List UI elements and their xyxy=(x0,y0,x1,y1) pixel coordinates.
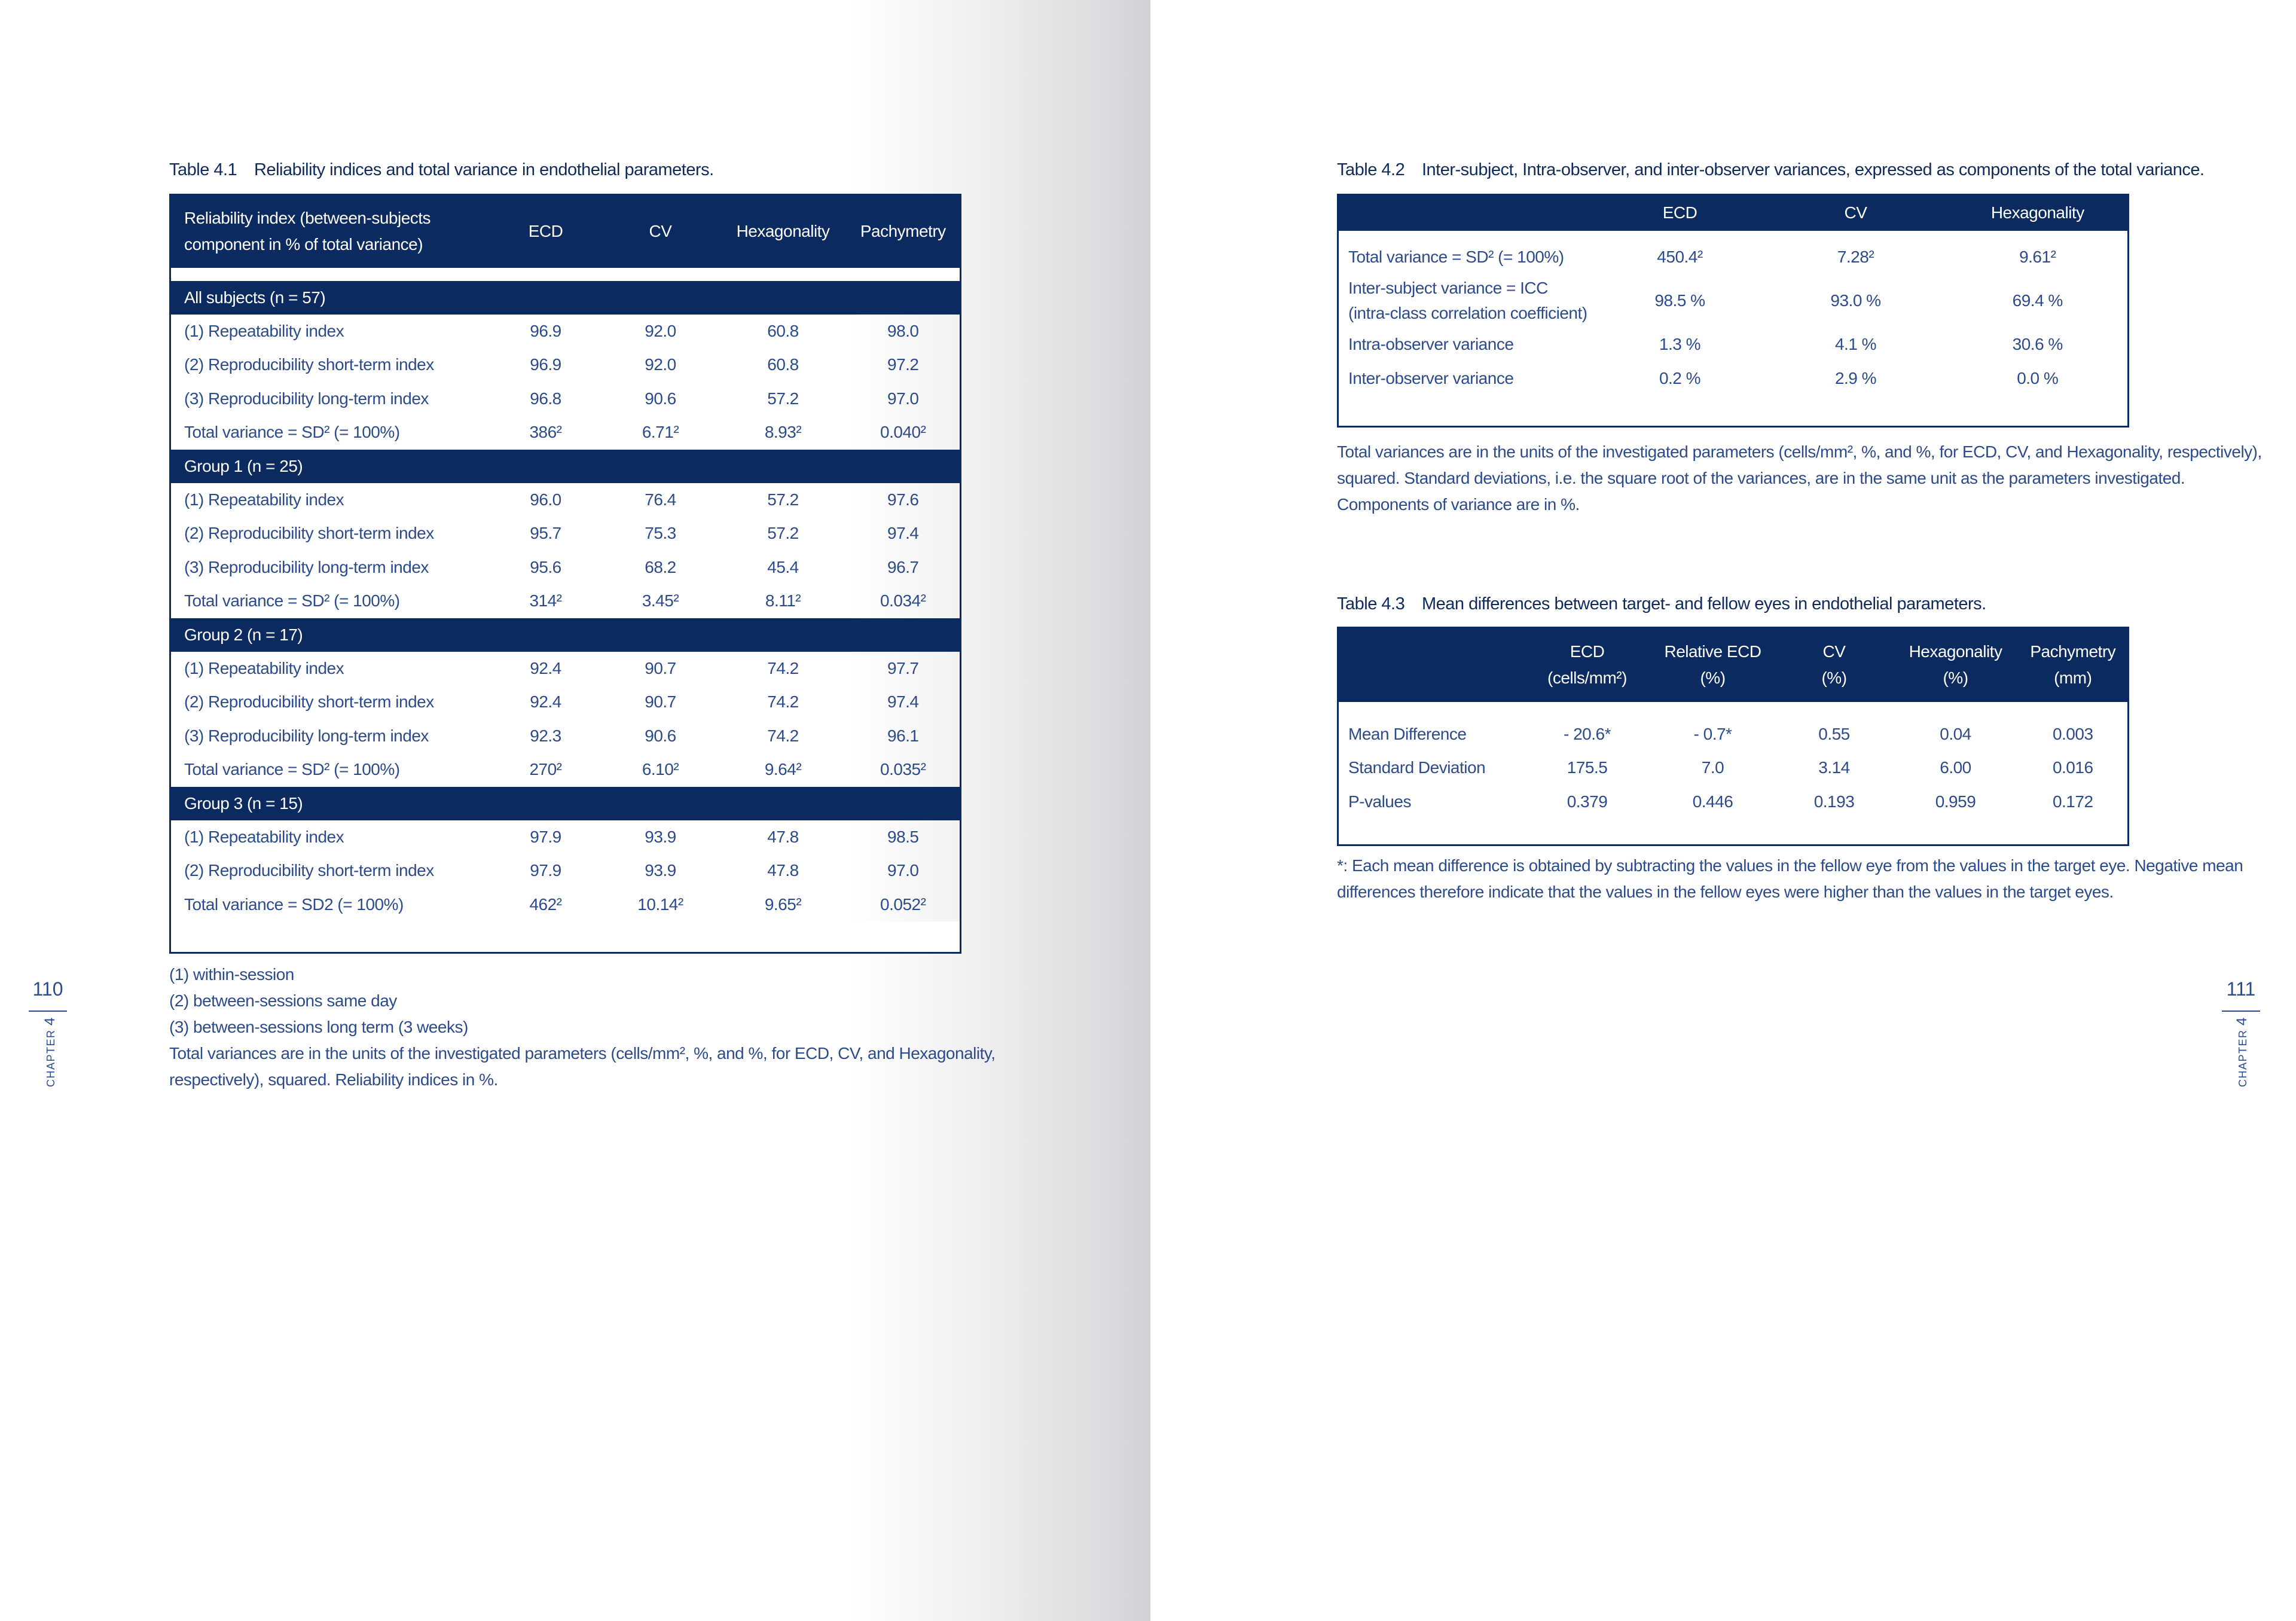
spacer-row xyxy=(1338,395,2129,426)
table-4-2-caption xyxy=(1337,160,2205,180)
cell-pachymetry: 97.4 xyxy=(887,524,919,543)
column-header-line1: Hexagonality xyxy=(1909,642,2002,661)
chapter-word: CHAPTER xyxy=(2237,1029,2249,1087)
table-row xyxy=(170,854,961,888)
table-4-3-header xyxy=(1338,628,2129,702)
cell-pachymetry: 97.0 xyxy=(887,389,919,408)
table-row xyxy=(170,652,961,686)
cell-ecd: 97.9 xyxy=(530,861,561,880)
cell-cv: 90.7 xyxy=(645,692,676,712)
page-number-rule-right xyxy=(2222,1011,2260,1012)
cell-cv: 7.28² xyxy=(1837,247,1874,266)
column-header-line1: CV xyxy=(1822,642,1846,661)
cell-cv: 90.6 xyxy=(645,389,676,408)
note-line: *: Each mean difference is obtained by subtracting the values in the fellow eye from the values in the target eye. Negative mean xyxy=(1337,856,2243,875)
spacer-row xyxy=(1338,231,2129,240)
table-row xyxy=(1338,362,2129,396)
table-4-1 xyxy=(169,194,961,954)
cell-hexagonality: 74.2 xyxy=(767,658,799,677)
cell-ecd: 386² xyxy=(529,423,562,442)
table-4-1-number: Table 4.1 xyxy=(169,160,237,179)
cell-hexagonality: 0.04 xyxy=(1940,724,1971,743)
cell-cv: 3.14 xyxy=(1818,758,1850,777)
cell-ecd: 92.4 xyxy=(530,692,561,712)
table-4-1-header xyxy=(170,195,961,268)
footnote-line: respectively), squared. Reliability indices in %. xyxy=(169,1070,498,1089)
cell-pachymetry: 0.040² xyxy=(880,423,926,442)
cell-ecd: 175.5 xyxy=(1567,758,1608,777)
cell-relative-ecd: - 0.7* xyxy=(1693,724,1732,743)
note-line: Total variances are in the units of the investigated parameters (cells/mm², %, and %, for ECD, CV, and Hexagonality, respectively), xyxy=(1337,442,2262,461)
cell-cv: 93.9 xyxy=(645,827,676,846)
cell-hexagonality: 8.93² xyxy=(764,423,802,442)
cell-pachymetry: 97.2 xyxy=(887,355,919,374)
cell-ecd: 0.379 xyxy=(1567,792,1608,811)
column-header-line2: (%) xyxy=(1700,668,1726,688)
row-label: (1) Repeatability index xyxy=(184,827,344,846)
cell-ecd: 0.2 % xyxy=(1659,368,1701,387)
cell-ecd: 95.7 xyxy=(530,524,561,543)
row-label: (2) Reproducibility short-term index xyxy=(184,861,434,880)
table-4-1-header-label xyxy=(170,195,490,268)
column-header-pachymetry: Pachymetry xyxy=(847,195,961,268)
cell-ecd: 95.6 xyxy=(530,557,561,576)
note-line: squared. Standard deviations, i.e. the square root of the variances, are in the same unit as the parameters investigated. xyxy=(1337,469,2185,487)
cell-ecd: 462² xyxy=(529,895,562,914)
cell-hexagonality: 74.2 xyxy=(767,692,799,712)
table-4-1-title: Reliability indices and total variance in endothelial parameters. xyxy=(254,160,714,179)
page-number-rule-left xyxy=(29,1011,67,1012)
row-label: Mean Difference xyxy=(1348,724,1467,743)
row-label: Total variance = SD2 (= 100%) xyxy=(184,895,404,914)
table-4-2 xyxy=(1337,194,2129,428)
spacer-row xyxy=(170,268,961,281)
column-header-cv: CV xyxy=(1764,195,1948,231)
table-4-2-notes xyxy=(1337,439,2262,518)
cell-pachymetry: 96.7 xyxy=(887,557,919,576)
row-label xyxy=(1338,274,1596,328)
group-label: All subjects (n = 57) xyxy=(170,281,961,315)
table-row xyxy=(170,888,961,922)
row-label: Intra-observer variance xyxy=(1348,335,1514,354)
group-label: Group 1 (n = 25) xyxy=(170,450,961,483)
table-row xyxy=(170,315,961,349)
footnote-line: (2) between-sessions same day xyxy=(169,991,397,1010)
right-page xyxy=(1150,0,2296,1621)
table-row xyxy=(170,753,961,787)
cell-cv: 0.55 xyxy=(1818,724,1850,743)
table-4-2-header-blank xyxy=(1338,195,1596,231)
cell-pachymetry: 97.7 xyxy=(887,658,919,677)
group-label: Group 2 (n = 17) xyxy=(170,618,961,652)
table-4-3-number: Table 4.3 xyxy=(1337,594,1405,613)
cell-cv: 68.2 xyxy=(645,557,676,576)
cell-cv: 3.45² xyxy=(642,591,679,610)
table-row xyxy=(170,517,961,551)
header-label-line2: component in % of total variance) xyxy=(184,235,423,254)
column-header-line1: Relative ECD xyxy=(1664,642,1761,661)
column-header-hexagonality xyxy=(1893,628,2019,702)
cell-relative-ecd: 0.446 xyxy=(1692,792,1733,811)
footnote-line: Total variances are in the units of the investigated parameters (cells/mm², %, and %, for ECD, CV, and Hexagonality, xyxy=(169,1044,996,1063)
cell-ecd: - 20.6* xyxy=(1564,724,1611,743)
column-header-ecd: ECD xyxy=(490,195,602,268)
footnote-line: (1) within-session xyxy=(169,965,294,984)
cell-cv: 93.0 % xyxy=(1830,291,1881,310)
row-label: Total variance = SD² (= 100%) xyxy=(184,760,400,779)
spacer-row xyxy=(170,921,961,953)
cell-cv: 6.10² xyxy=(642,760,679,779)
column-header-ecd xyxy=(1525,628,1650,702)
cell-hexagonality: 0.959 xyxy=(1935,792,1976,811)
table-4-3-header-blank xyxy=(1338,628,1525,702)
cell-ecd: 314² xyxy=(529,591,562,610)
cell-hexagonality: 45.4 xyxy=(767,557,799,576)
cell-ecd: 270² xyxy=(529,760,562,779)
cell-ecd: 96.0 xyxy=(530,490,561,509)
cell-hexagonality: 0.0 % xyxy=(2017,368,2059,387)
cell-hexagonality: 69.4 % xyxy=(2012,291,2063,310)
cell-cv: 0.193 xyxy=(1813,792,1855,811)
spacer-row xyxy=(1338,702,2129,718)
table-4-3-title: Mean differences between target- and fellow eyes in endothelial parameters. xyxy=(1422,594,1986,613)
table-4-3-caption xyxy=(1337,594,1986,614)
chapter-word: CHAPTER xyxy=(45,1029,57,1087)
column-header-ecd: ECD xyxy=(1596,195,1764,231)
table-4-2-title: Inter-subject, Intra-observer, and inter-observer variances, expressed as components of the total variance. xyxy=(1422,160,2205,179)
cell-pachymetry: 0.016 xyxy=(2052,758,2093,777)
cell-pachymetry: 0.034² xyxy=(880,591,926,610)
table-row xyxy=(1338,274,2129,328)
cell-relative-ecd: 7.0 xyxy=(1701,758,1724,777)
cell-ecd: 97.9 xyxy=(530,827,561,846)
column-header-relative-ecd xyxy=(1650,628,1776,702)
table-row xyxy=(1338,718,2129,752)
cell-cv: 90.6 xyxy=(645,726,676,745)
footnote-line: (3) between-sessions long term (3 weeks) xyxy=(169,1018,468,1036)
column-header-line2: (mm) xyxy=(2054,668,2092,688)
row-label: (2) Reproducibility short-term index xyxy=(184,355,434,374)
cell-pachymetry: 0.052² xyxy=(880,895,926,914)
table-row xyxy=(1338,328,2129,362)
row-label: Standard Deviation xyxy=(1348,758,1486,777)
row-label: Inter-observer variance xyxy=(1348,368,1514,387)
cell-hexagonality: 60.8 xyxy=(767,355,799,374)
row-label: P-values xyxy=(1348,792,1411,811)
table-row xyxy=(170,483,961,517)
table-row xyxy=(170,584,961,618)
column-header-hexagonality: Hexagonality xyxy=(1948,195,2129,231)
column-header-cv xyxy=(1776,628,1893,702)
cell-cv: 92.0 xyxy=(645,321,676,340)
cell-hexagonality: 47.8 xyxy=(767,827,799,846)
group-header-group-1 xyxy=(170,450,961,483)
column-header-cv: CV xyxy=(602,195,720,268)
table-row xyxy=(170,820,961,854)
table-4-3-notes xyxy=(1337,853,2243,905)
cell-ecd: 1.3 % xyxy=(1659,335,1701,354)
table-4-2-header xyxy=(1338,195,2129,231)
cell-cv: 75.3 xyxy=(645,524,676,543)
cell-pachymetry: 97.4 xyxy=(887,692,919,712)
cell-pachymetry: 98.0 xyxy=(887,321,919,340)
cell-hexagonality: 8.11² xyxy=(765,591,801,610)
row-label: (3) Reproducibility long-term index xyxy=(184,557,429,576)
cell-pachymetry: 0.172 xyxy=(2052,792,2093,811)
row-label: (1) Repeatability index xyxy=(184,321,344,340)
row-label: (1) Repeatability index xyxy=(184,490,344,509)
page-number-left: 110 xyxy=(32,978,63,1000)
table-4-3 xyxy=(1337,627,2129,846)
cell-hexagonality: 74.2 xyxy=(767,726,799,745)
group-label: Group 3 (n = 15) xyxy=(170,787,961,820)
cell-cv: 76.4 xyxy=(645,490,676,509)
group-header-group-2 xyxy=(170,618,961,652)
row-label: (2) Reproducibility short-term index xyxy=(184,524,434,543)
column-header-line2: (cells/mm²) xyxy=(1547,668,1627,688)
cell-hexagonality: 9.65² xyxy=(764,895,802,914)
table-4-1-footnotes xyxy=(169,961,996,1093)
cell-pachymetry: 98.5 xyxy=(887,827,919,846)
chapter-label-left xyxy=(42,1018,59,1087)
table-4-1-caption xyxy=(169,160,714,180)
cell-hexagonality: 9.61² xyxy=(2019,247,2056,266)
cell-hexagonality: 30.6 % xyxy=(2012,335,2063,354)
table-row xyxy=(1338,751,2129,785)
column-header-line2: (%) xyxy=(1821,668,1847,688)
cell-cv: 4.1 % xyxy=(1834,335,1877,354)
cell-ecd: 92.4 xyxy=(530,658,561,677)
table-row xyxy=(170,382,961,416)
cell-pachymetry: 0.035² xyxy=(880,760,926,779)
cell-hexagonality: 6.00 xyxy=(1940,758,1971,777)
cell-ecd: 450.4² xyxy=(1657,247,1703,266)
row-label-line1: Inter-subject variance = ICC xyxy=(1348,279,1548,297)
cell-cv: 10.14² xyxy=(637,895,683,914)
cell-hexagonality: 57.2 xyxy=(767,490,799,509)
cell-ecd: 96.8 xyxy=(530,389,561,408)
cell-hexagonality: 57.2 xyxy=(767,524,799,543)
column-header-line1: ECD xyxy=(1570,642,1605,661)
cell-pachymetry: 0.003 xyxy=(2052,724,2093,743)
cell-ecd: 92.3 xyxy=(530,726,561,745)
row-label: (3) Reproducibility long-term index xyxy=(184,389,429,408)
table-row xyxy=(170,416,961,450)
column-header-pachymetry xyxy=(2019,628,2129,702)
cell-pachymetry: 97.0 xyxy=(887,861,919,880)
cell-hexagonality: 60.8 xyxy=(767,321,799,340)
cell-pachymetry: 97.6 xyxy=(887,490,919,509)
note-line: Components of variance are in %. xyxy=(1337,495,1580,514)
table-row xyxy=(170,685,961,719)
column-header-hexagonality: Hexagonality xyxy=(720,195,847,268)
row-label: (2) Reproducibility short-term index xyxy=(184,692,434,712)
cell-cv: 93.9 xyxy=(645,861,676,880)
table-row xyxy=(1338,785,2129,819)
group-header-group-3 xyxy=(170,787,961,820)
chapter-label-right xyxy=(2234,1018,2251,1087)
column-header-line2: (%) xyxy=(1943,668,1968,688)
column-header-line1: Pachymetry xyxy=(2030,642,2116,661)
cell-cv: 92.0 xyxy=(645,355,676,374)
row-label: Total variance = SD² (= 100%) xyxy=(184,591,400,610)
cell-pachymetry: 96.1 xyxy=(887,726,919,745)
row-label: (1) Repeatability index xyxy=(184,658,344,677)
cell-ecd: 96.9 xyxy=(530,355,561,374)
cell-ecd: 96.9 xyxy=(530,321,561,340)
chapter-number: 4 xyxy=(42,1017,58,1025)
header-label-line1: Reliability index (between-subjects xyxy=(184,209,431,228)
table-row xyxy=(1338,240,2129,274)
cell-hexagonality: 9.64² xyxy=(764,760,802,779)
cell-cv: 90.7 xyxy=(645,658,676,677)
table-row xyxy=(170,348,961,382)
table-row xyxy=(170,719,961,753)
cell-cv: 2.9 % xyxy=(1834,368,1877,387)
group-header-all-subjects xyxy=(170,281,961,315)
row-label-line2: (intra-class correlation coefficient) xyxy=(1348,304,1587,322)
page-number-right: 111 xyxy=(2226,978,2256,1000)
row-label: (3) Reproducibility long-term index xyxy=(184,726,429,745)
cell-hexagonality: 57.2 xyxy=(767,389,799,408)
table-4-2-number: Table 4.2 xyxy=(1337,160,1405,179)
row-label: Total variance = SD² (= 100%) xyxy=(1348,247,1564,266)
table-row xyxy=(170,551,961,585)
chapter-number: 4 xyxy=(2234,1017,2250,1025)
cell-ecd: 98.5 % xyxy=(1654,291,1705,310)
row-label: Total variance = SD² (= 100%) xyxy=(184,423,400,442)
spacer-row xyxy=(1338,819,2129,845)
cell-cv: 6.71² xyxy=(642,423,679,442)
note-line: differences therefore indicate that the values in the fellow eyes were higher than the values in the target eyes. xyxy=(1337,883,2114,901)
cell-hexagonality: 47.8 xyxy=(767,861,799,880)
